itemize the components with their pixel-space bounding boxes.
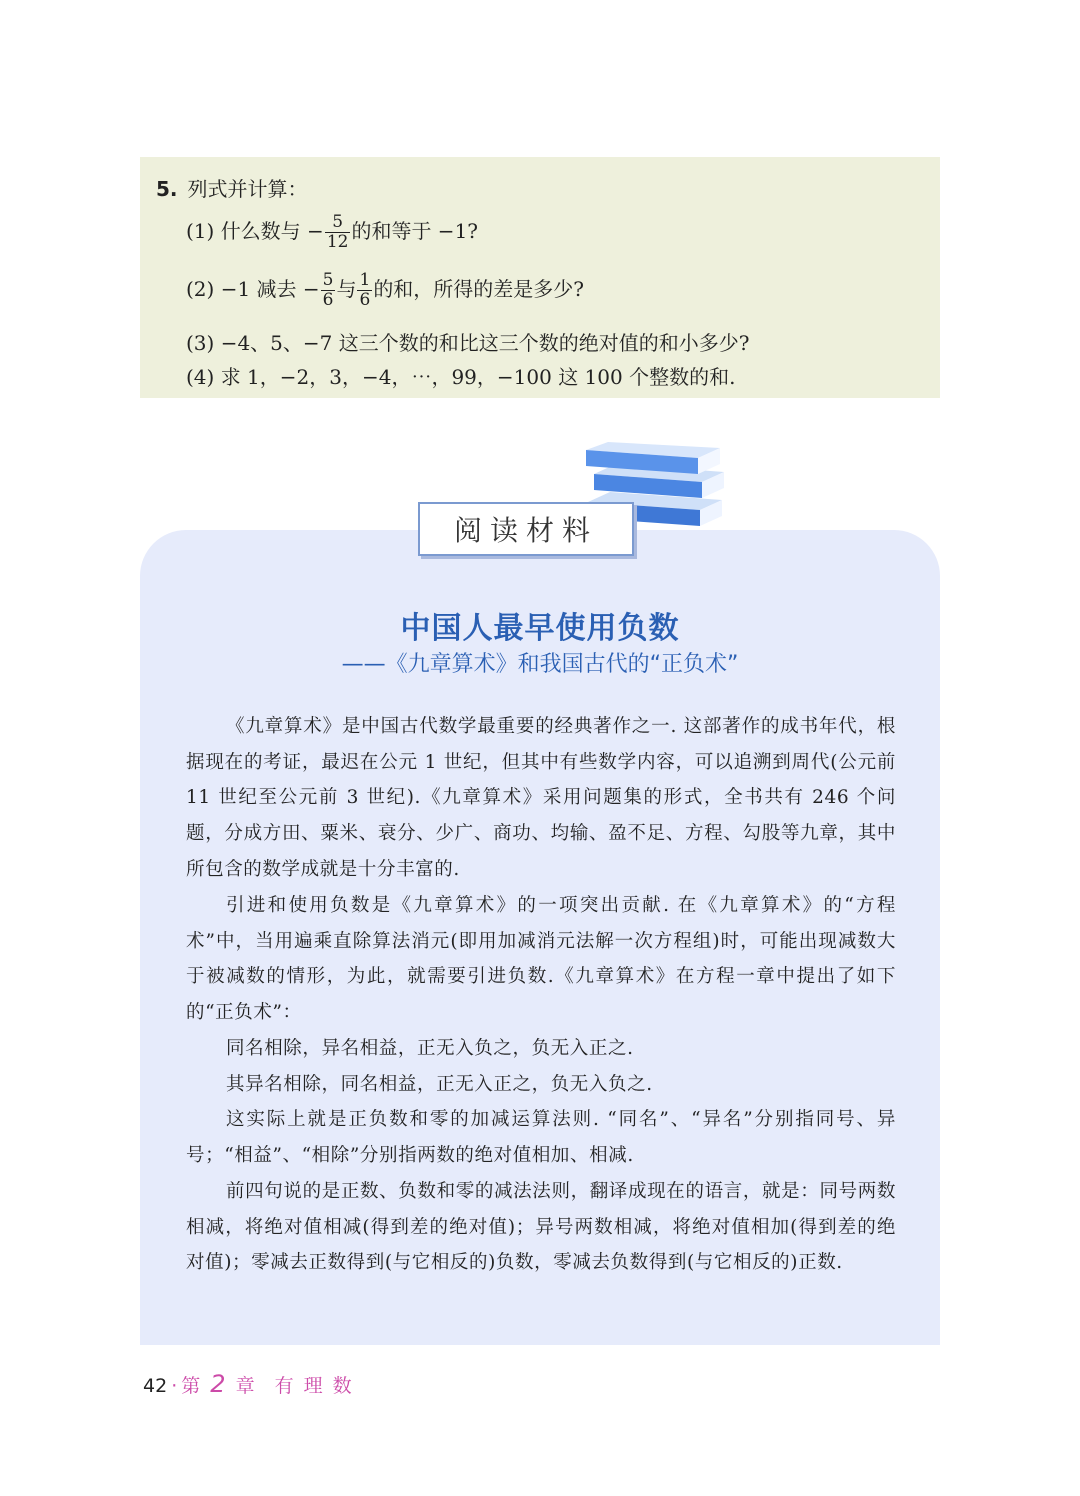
question-1 [186,213,478,252]
paragraph-6: 前四句说的是正数、负数和零的减法法则，翻译成现在的语言，就是：同号两数相减，将绝对值相减(得到差的绝对值)；异号两数相减，将绝对值相加(得到差的绝对值)；零减去正数得到(与它相反的)负数，零减去负数得到(与它相反的)正数. [186,1181,896,1274]
question-4: (4) 求 1，−2，3，−4，⋯，99，−100 这 100 个整数的和. [186,365,736,389]
chapter-name: 有理数 [274,1375,362,1397]
fraction-1-6: $\frac{1}{6}$ [359,270,371,310]
footer-separator: · [171,1375,178,1397]
page-footer [143,1370,362,1398]
paragraph-1: 《九章算术》是中国古代数学最重要的经典著作之一. 这部著作的成书年代，根据现在的考证，最迟在公元 1 世纪，但其中有些数学内容，可以追溯到周代(公元前 11 世纪至公元前 3 世纪).《九章算术》采用问题集的形式，全书共有 246 个问题，分成方田、粟米、衰分、少广、商功、均输、盈不足、方程、勾股等九章，其中所包含的数学成就是十分丰富的. [186,716,896,880]
question-2-lead: (2) −1 减去 − [186,277,320,301]
paragraph-4: 其异名相除，同名相益，正无入正之，负无入负之. [226,1074,653,1095]
reading-material-tag: 阅读材料 [418,502,634,556]
question-3: (3) −4、5、−7 这三个数的和比这三个数的绝对值的和小多少? [186,331,750,355]
exercise-heading-text: 列式并计算： [187,177,308,201]
exercise-number: 5. [156,177,178,201]
article-subtitle: ——《九章算术》和我国古代的“正负术” [341,652,739,677]
article-title: 中国人最早使用负数 [400,611,680,646]
question-1-lead: (1) 什么数与 − [186,219,324,243]
exercise-box [140,157,940,398]
paragraph-3: 同名相除，异名相益，正无入负之，负无入正之. [226,1038,634,1059]
question-2-mid: 与 [336,277,357,301]
exercise-heading [156,173,308,202]
paragraph-2: 引进和使用负数是《九章算术》的一项突出贡献. 在《九章算术》的“方程术”中，当用遍乘直除算法消元(即用加减消元法解一次方程组)时，可能出现减数大于被减数的情形，为此，就需要引进负数.《九章算术》在方程一章中提出了如下的“正负术”： [186,895,896,1024]
fraction-5-12: $\frac{5}{12}$ [326,212,349,252]
question-2-tail: 的和，所得的差是多少? [373,277,585,301]
paragraph-5: 这实际上就是正负数和零的加减运算法则. “同名”、“异名”分别指同号、异号；“相益”、“相除”分别指两数的绝对值相加、相减. [186,1109,896,1166]
question-2 [186,271,584,310]
chapter-label: 第 2 章 [181,1370,257,1398]
question-1-tail: 的和等于 −1? [351,219,479,243]
page-number: 42 [143,1375,168,1397]
fraction-5-6: $\frac{5}{6}$ [322,270,334,310]
